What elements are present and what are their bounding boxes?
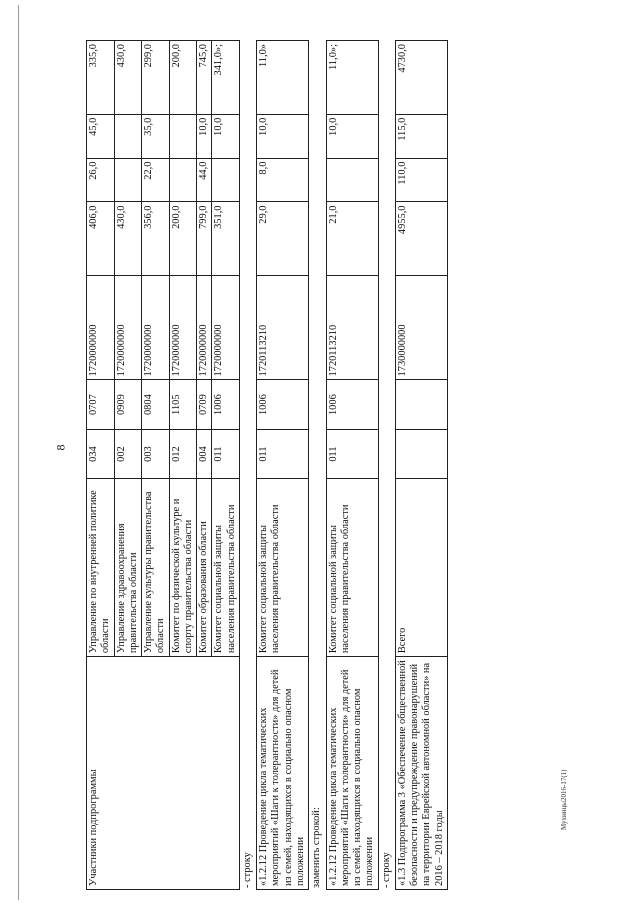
target-cell: 1720000000 <box>212 276 240 380</box>
org-cell: Комитет социальной защиты населения правительства области <box>212 479 240 657</box>
y2017-cell: 115,0 <box>395 114 447 158</box>
y2016-cell <box>326 158 378 202</box>
total-cell: 430,0 <box>114 202 142 276</box>
org-cell: Всего <box>395 479 447 657</box>
code-cell: 011 <box>257 429 309 478</box>
section-cell <box>395 380 447 429</box>
y2017-cell: 35,0 <box>142 114 170 158</box>
y2018-cell: 200,0 <box>169 41 197 115</box>
org-cell: Управление по внутренней политике области <box>87 479 115 657</box>
code-cell: 011 <box>326 429 378 478</box>
code-cell: 012 <box>169 429 197 478</box>
instruction-label: - строку <box>380 852 392 888</box>
old-row-table <box>256 40 309 890</box>
section-cell: 1006 <box>326 380 378 429</box>
y2016-cell: 22,0 <box>142 158 170 202</box>
y2016-cell <box>212 158 240 202</box>
new-row-table <box>326 40 379 890</box>
section-cell: 0709 <box>197 380 212 429</box>
code-cell: 011 <box>212 429 240 478</box>
section-cell: 1105 <box>169 380 197 429</box>
y2017-cell: 10,0 <box>257 114 309 158</box>
y2016-cell: 44,0 <box>197 158 212 202</box>
participants-header: Участники подпрограммы <box>87 657 240 890</box>
y2016-cell: 110,0 <box>395 158 447 202</box>
code-cell <box>395 429 447 478</box>
org-cell: Комитет образования области <box>197 479 212 657</box>
total-cell: 21,0 <box>326 202 378 276</box>
y2018-cell: 4730,0 <box>395 41 447 115</box>
y2018-cell: 335,0 <box>87 41 115 115</box>
item-name: Проведение цикла тематических мероприятий «Шаги к толерантности» для детей из семей, находящихся в социально опасном положении <box>258 669 306 886</box>
item-number: «1.2.12 <box>327 854 339 886</box>
code-cell: 004 <box>197 429 212 478</box>
footer-code: Мухинцы2016-17(1) <box>560 769 568 830</box>
instruction-label: - строку <box>241 852 253 888</box>
target-cell: 1720000000 <box>142 276 170 380</box>
y2017-cell: 10,0 <box>197 114 212 158</box>
item-name-cell <box>326 657 378 890</box>
y2016-cell <box>169 158 197 202</box>
y2018-cell: 341,0»; <box>212 41 240 115</box>
y2018-cell: 11,0»; <box>326 41 378 115</box>
target-cell: 1720000000 <box>169 276 197 380</box>
y2018-cell: 745,0 <box>197 41 212 115</box>
y2017-cell: 10,0 <box>212 114 240 158</box>
y2018-cell: 299,0 <box>142 41 170 115</box>
target-cell: 1720000000 <box>197 276 212 380</box>
rotated-document-body <box>86 40 516 890</box>
target-cell: 1720113210 <box>257 276 309 380</box>
total-cell: 29,0 <box>257 202 309 276</box>
section-cell: 1006 <box>257 380 309 429</box>
y2016-cell <box>114 158 142 202</box>
y2017-cell: 10,0 <box>326 114 378 158</box>
y2017-cell: 45,0 <box>87 114 115 158</box>
section-cell: 0707 <box>87 380 115 429</box>
total-cell: 351,0 <box>212 202 240 276</box>
code-cell: 002 <box>114 429 142 478</box>
code-cell: 034 <box>87 429 115 478</box>
y2017-cell <box>114 114 142 158</box>
target-cell: 1720113210 <box>326 276 378 380</box>
subprogram-row-table <box>395 40 448 890</box>
y2017-cell <box>169 114 197 158</box>
section-cell: 1006 <box>212 380 240 429</box>
org-cell: Управление здравоохранения правительства области <box>114 479 142 657</box>
item-number: «1.2.12 <box>258 854 270 886</box>
section-cell: 0909 <box>114 380 142 429</box>
code-cell: 003 <box>142 429 170 478</box>
item-number: «1.3 <box>396 867 408 886</box>
target-cell: 1720000000 <box>87 276 115 380</box>
item-name: Проведение цикла тематических мероприятий «Шаги к толерантности» для детей из семей, находящихся в социально опасном положении <box>327 669 376 886</box>
section-cell: 0804 <box>142 380 170 429</box>
total-cell: 799,0 <box>197 202 212 276</box>
y2018-cell: 11,0» <box>257 41 309 115</box>
total-cell: 4955,0 <box>395 202 447 276</box>
total-cell: 356,0 <box>142 202 170 276</box>
target-cell: 1720000000 <box>114 276 142 380</box>
target-cell: 1730000000 <box>395 276 447 380</box>
total-cell: 406,0 <box>87 202 115 276</box>
y2016-cell: 8,0 <box>257 158 309 202</box>
org-cell: Комитет социальной защиты населения правительства области <box>326 479 378 657</box>
org-cell: Управление культуры правительства области <box>142 479 170 657</box>
item-name: Подпрограмма 3 «Обеспечение общественной безопасности и предупреждение правонарушений на территории Еврейской автономной области» на 2016 – 2018 годы <box>396 660 445 886</box>
instruction-label: заменить строкой: <box>311 807 323 888</box>
page-edge-line <box>18 5 19 900</box>
total-cell: 200,0 <box>169 202 197 276</box>
org-cell: Комитет социальной защиты населения правительства области <box>257 479 309 657</box>
y2016-cell: 26,0 <box>87 158 115 202</box>
item-name-cell <box>395 657 447 890</box>
org-cell: Комитет по физической культуре и спорту правительства области <box>169 479 197 657</box>
item-name-cell <box>257 657 309 890</box>
y2018-cell: 430,0 <box>114 41 142 115</box>
page-number: 8 <box>53 444 68 451</box>
participants-table <box>86 40 240 890</box>
